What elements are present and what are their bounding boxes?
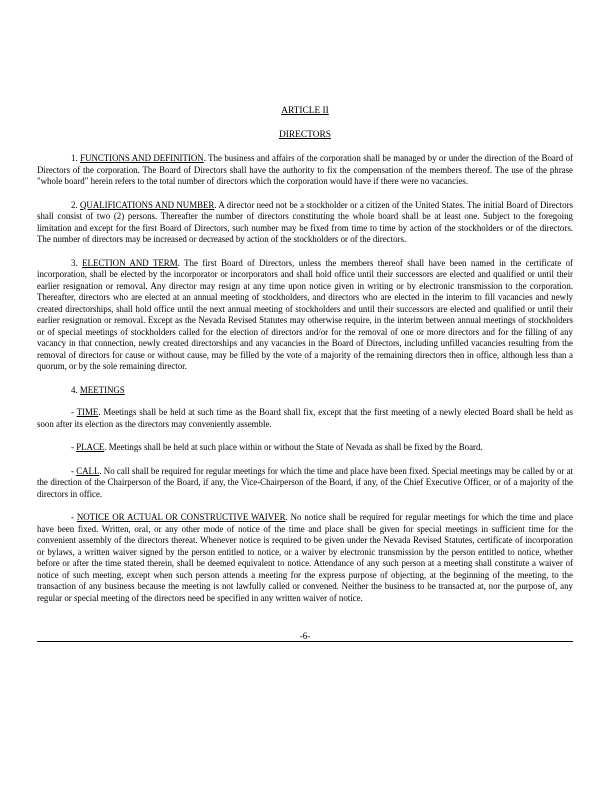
paragraph-text: . The business and affairs of the corporation shall be managed by or under the direction of the Board of Directors of the corporation. The Board of Directors shall have the authority to fix the compensation of the members thereof. The use of the phrase "whole board" herein refers to the total number of directors which the corporation would have if there were no vacancies. <box>37 153 574 186</box>
paragraph-dash: - <box>71 512 77 522</box>
spacer <box>37 396 573 407</box>
article-title: ARTICLE II <box>281 106 329 116</box>
paragraph-election-and-term <box>37 258 573 373</box>
paragraph-qualifications-and-number <box>37 200 573 246</box>
paragraph-heading: FUNCTIONS AND DEFINITION <box>80 153 204 163</box>
paragraph-heading: TIME <box>76 407 99 417</box>
paragraph-text: . No notice shall be required for regular meetings for which the time and place have been fixed. Written, oral, or any other mode of notice of the time and place shall be given for special meetings in sufficient time for the convenient assembly of the directors thereat. Whenever notice is required to be given under the Nevada Revised Statutes, certificate of incorporation or bylaws, a written waiver signed by the person entitled to notice, or a waiver by electronic transmission by the person entitled to notice, whether before or after the time stated therein, shall be deemed equivalent to notice. Attendance of any such person at a meeting shall constitute a waiver of notice of such meeting, except when such person attends a meeting for the express purpose of objecting, at the beginning of the meeting, to the transaction of any business because the meeting is not lawfully called or convened. Neither the business to be transacted at, nor the purpose of, any regular or special meeting of the directors need be specified in any written waiver of notice. <box>37 512 573 603</box>
paragraph-heading: QUALIFICATIONS AND NUMBER <box>80 199 215 210</box>
paragraph-time <box>37 407 573 430</box>
paragraph-number: 3. <box>71 257 83 268</box>
paragraph-number: 2. <box>71 199 80 210</box>
paragraph-heading: NOTICE OR ACTUAL OR CONSTRUCTIVE WAIVER <box>76 512 286 522</box>
spacer <box>37 373 573 385</box>
paragraph-dash: - <box>71 465 77 476</box>
paragraph-number: 1. <box>71 153 81 163</box>
paragraph-text: . Meetings shall be held at such place within or without the State of Nevada as shall be fixed by the Board. <box>104 442 483 452</box>
paragraph-text: . No call shall be required for regular meetings for which the time and place have been fixed. Special meetings may be called by or at the direction of the Chairperson of the Board, if any, the Vice-Chairperson of the Board, if any, of the Chief Executive Officer, or of a majority of the directors in office. <box>37 465 573 499</box>
paragraph-dash: - <box>71 407 77 417</box>
paragraph-place <box>37 442 573 454</box>
page-number: -6- <box>299 631 311 641</box>
spacer <box>37 141 573 153</box>
paragraph-call <box>37 466 573 501</box>
paragraph-text: . The first Board of Directors, unless the members thereof shall have been named in the certificate of incorporation, shall be elected by the incorporator or incorporators and shall hold office until their successors are elected and qualified or until their earlier resignation or removal. Any director may resign at any time upon notice given in writing or by electronic transmission to the corporation. Thereafter, directors who are elected at an annual meeting of stockholders, and directors who are elected in the interim to fill vacancies and newly created directorships, shall hold office until the next annual meeting of stockholders and until their successors are elected and qualified or until their earlier resignation or removal. Except as the Nevada Revised Statutes may otherwise require, in the interim between annual meetings of stockholders or of special meetings of stockholders called for the election of directors and/or for the removal of one or more directors and for the filling of any vacancy in that connection, newly created directorships and any vacancies in the Board of Directors, including unfilled vacancies resulting from the removal of directors for cause or without cause, may be filled by the vote of a majority of the remaining directors then in office, although less than a quorum, or by the sole remaining director. <box>37 257 574 371</box>
paragraph-notice-or-waiver <box>37 512 573 604</box>
paragraph-heading: CALL <box>76 465 100 476</box>
spacer <box>37 454 573 466</box>
paragraph-heading: PLACE <box>76 442 105 452</box>
spacer <box>37 500 573 512</box>
paragraph-text: . Meetings shall be held at such time as the Board shall fix, except that the first meeting of a newly elected Board shall be held as soon after its election as the directors may conveniently assemble. <box>37 407 573 429</box>
paragraph-functions-and-definition <box>37 153 573 188</box>
spacer <box>37 430 573 442</box>
section-title: DIRECTORS <box>279 130 331 140</box>
paragraph-heading: ELECTION AND TERM <box>82 257 178 268</box>
footer-divider <box>37 641 573 642</box>
spacer <box>37 188 573 200</box>
document-page <box>37 96 573 604</box>
paragraph-number: 4. <box>71 384 80 395</box>
paragraph-dash: - <box>71 442 77 452</box>
paragraph-text: . A director need not be a stockholder or a citizen of the United States. The initial Board of Directors shall consist of two (2) persons. Thereafter the number of directors constituting the whole board shall be at least one. Subject to the foregoing limitation and except for the first Board of Directors, such number may be fixed from time to time by action of the stockholders or of the directors. The number of directors may be increased or decreased by action of the stockholders or of the directors. <box>37 199 573 244</box>
spacer <box>37 246 573 258</box>
paragraph-meetings <box>37 385 573 397</box>
paragraph-heading: MEETINGS <box>79 384 125 395</box>
